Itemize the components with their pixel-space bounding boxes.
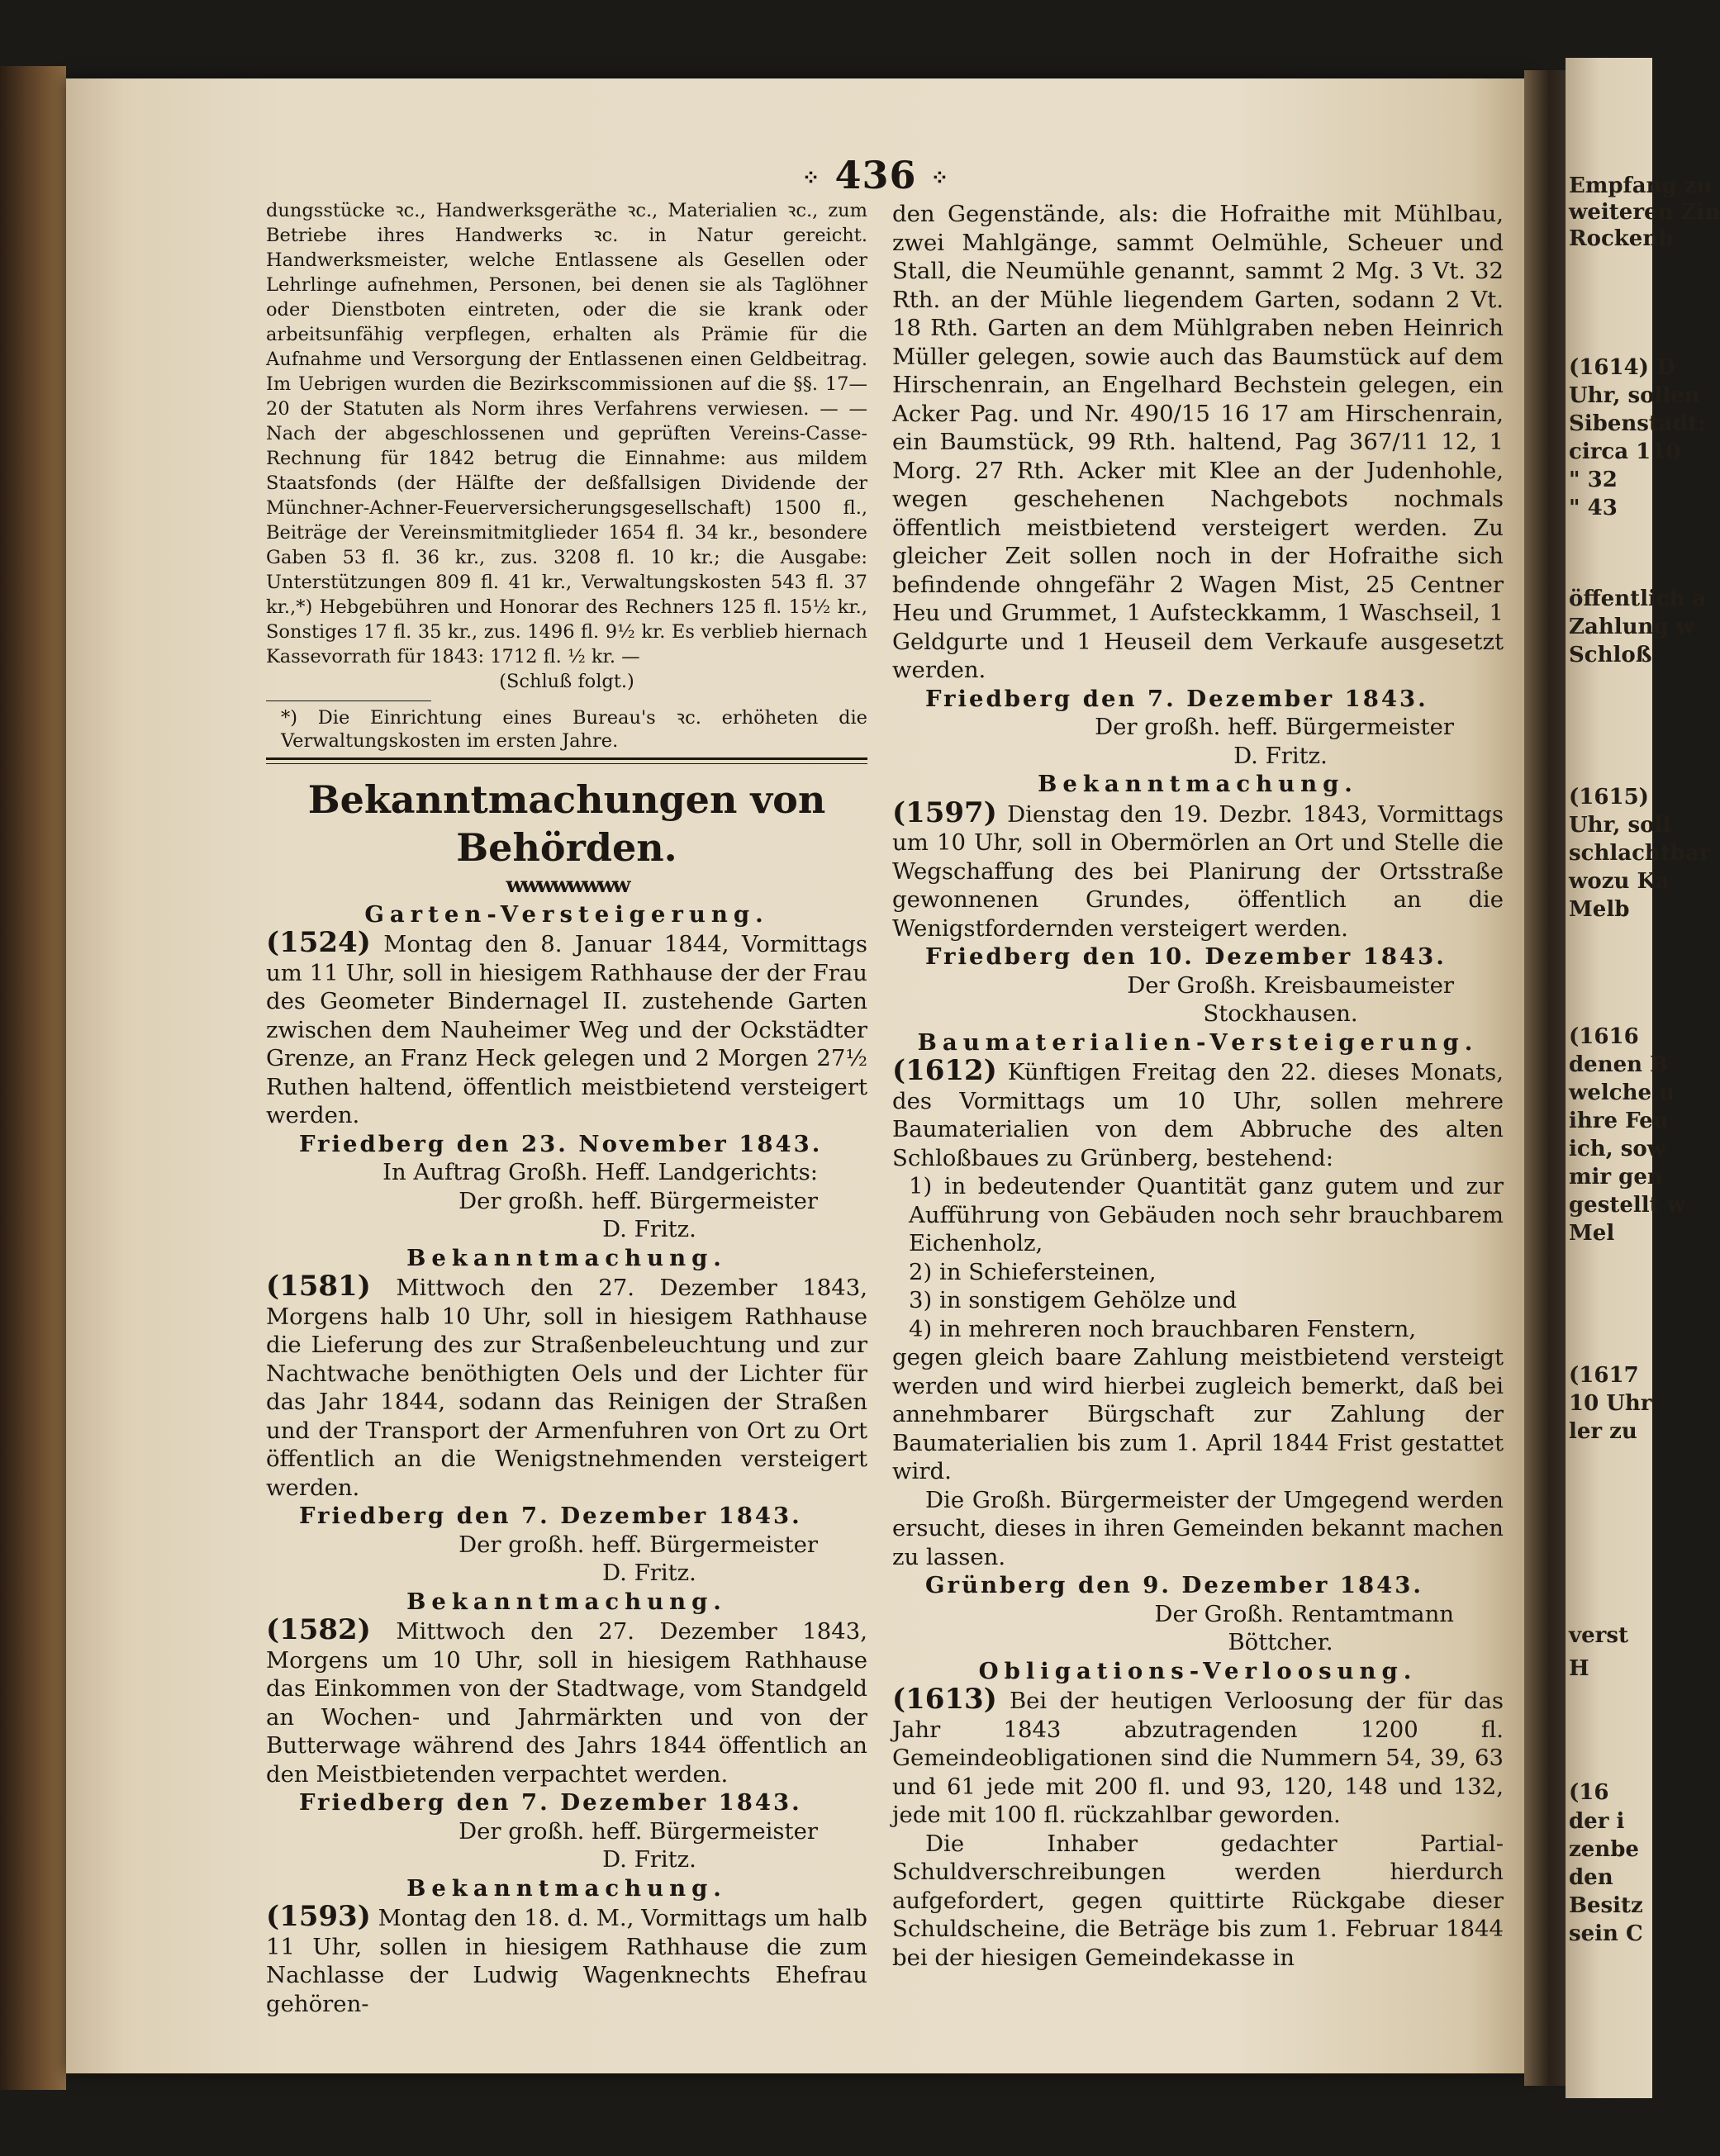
next-page-text: Sibenstadt: bbox=[1569, 411, 1706, 436]
footnote-divider bbox=[266, 700, 431, 701]
notice-title: Bekanntmachung. bbox=[406, 1244, 727, 1271]
list-item: 4) in mehreren noch brauchbaren Fenstern, bbox=[909, 1315, 1417, 1342]
next-page-text: 10 Uhr bbox=[1569, 1391, 1652, 1416]
notice-title: Obligations-Verloosung. bbox=[978, 1657, 1418, 1684]
list-item: 3) in sonstigem Gehölze und bbox=[909, 1287, 1238, 1313]
notice-title: Bekanntmachung. bbox=[1038, 771, 1358, 797]
notice-number: (1612) bbox=[892, 1054, 997, 1087]
next-page-text: Melb bbox=[1569, 897, 1630, 922]
wavy-ornament: wwwwwwww bbox=[506, 873, 628, 898]
page-number bbox=[777, 153, 975, 197]
notice-number: (1597) bbox=[892, 795, 997, 829]
next-page-text: Uhr, soll bbox=[1569, 813, 1671, 838]
next-page-text: (1617 bbox=[1569, 1363, 1639, 1388]
notice-title: Garten-Versteigerung. bbox=[364, 900, 769, 928]
notice-signature: Der Großh. Kreisbaumeister bbox=[1127, 971, 1454, 999]
next-page-text: mir gen bbox=[1569, 1165, 1663, 1190]
next-page-text: öffentlich a bbox=[1569, 586, 1707, 611]
notice-title: Bekanntmachung. bbox=[406, 1874, 727, 1902]
next-page-fragment bbox=[1566, 58, 1720, 2098]
notice-signer: Böttcher. bbox=[1228, 1629, 1333, 1655]
page-number-value: 436 bbox=[834, 153, 917, 197]
notice-date: Friedberg den 7. Dezember 1843. bbox=[299, 1789, 802, 1816]
notice-text: Die Inhaber gedachter Partial-Schuldverschreibungen werden hierdurch aufgefordert, gegen quittirte Rückgabe dieser Schuldscheine, die Beträge bis zum 1. Februar 1844 bei der hiesigen Gemeindekasse in bbox=[892, 1830, 1504, 1971]
next-page-text: Mel bbox=[1569, 1221, 1615, 1246]
next-page-text: der i bbox=[1569, 1809, 1625, 1834]
next-page-text: den bbox=[1569, 1865, 1613, 1890]
next-page-text: verst bbox=[1569, 1623, 1628, 1648]
notice-signer: Stockhausen. bbox=[1203, 1000, 1358, 1027]
notice-text: gegen gleich baare Zahlung meistbietend versteigt werden und wird hierbei zugleich bemerkt, daß bei annehmbarer Bürgschaft zur Zahlung der Baumaterialien bis zum 1. April 1844 Frist gestattet wird. bbox=[892, 1344, 1504, 1484]
notice-body bbox=[892, 1054, 1504, 1172]
next-page-text: " 43 bbox=[1569, 496, 1618, 520]
notice-signature: In Auftrag Großh. Heff. Landgerichts: bbox=[382, 1159, 818, 1185]
next-page-text: denen B bbox=[1569, 1052, 1669, 1077]
notice-number: (1582) bbox=[266, 1613, 371, 1646]
notice-text: Die Großh. Bürgermeister der Umgegend werden ersucht, dieses in ihren Gemeinden bekannt machen zu lassen. bbox=[892, 1486, 1504, 1570]
notice-text: Mittwoch den 27. Dezember 1843, Morgens halb 10 Uhr, soll in hiesigem Rathhause die Lieferung des zur Straßenbeleuchtung und zur Nachtwache benöthigten Oels und der Lichter für das Jahr 1844, sodann das Reinigen der Straßen und der Transport der Armenfuhren von Ort zu Ort öffentlich an die Wenigstnehmenden versteigert werden. bbox=[266, 1275, 867, 1501]
next-page-text: Uhr, sollen bbox=[1569, 383, 1700, 408]
notice-text: Künftigen Freitag den 22. dieses Monats, des Vormittags um 10 Uhr, sollen mehrere Baumaterialien von dem Abbruche des alten Schloßbaues zu Grünberg, bestehend: bbox=[892, 1059, 1504, 1171]
notice-date: Friedberg den 10. Dezember 1843. bbox=[925, 943, 1447, 970]
notice-signer: D. Fritz. bbox=[602, 1216, 696, 1242]
next-page-text: zenbe bbox=[1569, 1837, 1639, 1862]
next-page-text: ich, sow bbox=[1569, 1137, 1666, 1161]
next-page-text: sein C bbox=[1569, 1921, 1643, 1946]
article-text: dungsstücke ꝛc., Handwerksgeräthe ꝛc., Materialien ꝛc., zum Betriebe ihres Handwerks ꝛc. in Natur gereicht. Handwerksmeister, welche Entlassene als Gesellen oder Lehrlinge aufnehmen, Personen, bei denen sie als Taglöhner oder Dienstboten eintreten, oder die sie krank oder arbeitsunfähig verpflegen, erhalten als Prämie für die Aufnahme und Versorgung der Entlassenen einen Geldbeitrag. Im Uebrigen wurden die Bezirkscommissionen auf die §§. 17—20 der Statuten als Norm ihres Verfahrens verwiesen. — — Nach der abgeschlossenen und geprüften Vereins-Casse-Rechnung für 1842 betrug die Einnahme: aus mildem Staatsfonds (der Hälfte der deßfallsigen Dividende der Münchner-Achner-Feuerversicherungsgesellschaft) 1500 fl., Beiträge der Vereinsmitmitglieder 1654 fl. 34 kr., besondere Gaben 53 fl. 36 kr., zus. 3208 fl. 10 kr.; die Ausgabe: Unterstützungen 809 fl. 41 kr., Verwaltungskosten 543 fl. 37 kr.,*) Hebgebühren und Honorar des Rechners 125 fl. 15½ kr., Sonstiges 17 fl. 35 kr., zus. 1496 fl. 9½ kr. Es verblieb hiernach Kassevorrath für 1843: 1712 fl. ½ kr. — bbox=[266, 200, 867, 667]
notice-signature: Der großh. heff. Bürgermeister bbox=[459, 1187, 818, 1214]
list-item: 2) in Schiefersteinen, bbox=[909, 1258, 1157, 1285]
notice-text: Montag den 18. d. M., Vormittags um halb 11 Uhr, sollen in hiesigem Rathhause die zum Nachlasse der Ludwig Wagenknechts Ehefrau gehören- bbox=[266, 1905, 867, 2017]
section-rule bbox=[266, 757, 867, 764]
notice-date: Friedberg den 7. Dezember 1843. bbox=[299, 1503, 802, 1529]
next-page-text: " 32 bbox=[1569, 468, 1618, 492]
notice-signature: Der Großh. Rentamtmann bbox=[1154, 1600, 1454, 1627]
footnote: *) Die Einrichtung eines Bureau's ꝛc. erhöheten die Verwaltungskosten im ersten Jahre. bbox=[281, 707, 867, 752]
next-page-text: Rockenb bbox=[1569, 226, 1674, 251]
notice-signer: D. Fritz. bbox=[602, 1846, 696, 1873]
next-page-text: gestellt w bbox=[1569, 1193, 1686, 1218]
notice-number: (1524) bbox=[266, 926, 371, 959]
next-page-text: Schloß bbox=[1569, 643, 1652, 667]
notice-text: Bei der heutigen Verloosung der für das Jahr 1843 abzutragenden 1200 fl. Gemeindeobligationen sind die Nummern 54, 39, 63 und 61 jede mit 200 fl. und 93, 120, 148 und 132, jede mit 100 fl. rückzahlbar geworden. bbox=[892, 1688, 1504, 1828]
list-item: 1) in bedeutender Quantität ganz gutem und zur Aufführung von Gebäuden noch sehr brauchbarem Eichenholz, bbox=[909, 1173, 1504, 1256]
notice-signer: D. Fritz. bbox=[602, 1560, 696, 1586]
notice-body bbox=[892, 1685, 1504, 1830]
next-page-text: welche u bbox=[1569, 1080, 1675, 1105]
next-page-text: ihre Feu bbox=[1569, 1109, 1669, 1133]
notice-text: Dienstag den 19. Dezbr. 1843, Vormittags um 10 Uhr, soll in Obermörlen an Ort und Stelle die Wegschaffung des bei Planirung der Ortsstraße gewonnenen Grundes, öffentlich an die Wenigstfordernden versteigert werden. bbox=[892, 800, 1504, 942]
next-page-text: schlachtbar bbox=[1569, 841, 1711, 866]
next-page-text: (16 bbox=[1569, 1780, 1609, 1805]
left-column bbox=[266, 198, 867, 2018]
notice-body bbox=[266, 1272, 867, 1502]
notice-body bbox=[266, 1613, 867, 1788]
next-page-text: weiteren Zin bbox=[1569, 200, 1720, 225]
notice-date: Grünberg den 9. Dezember 1843. bbox=[925, 1572, 1424, 1598]
next-page-text: Zahlung w bbox=[1569, 615, 1695, 639]
ornament-right: ⁘ bbox=[930, 166, 950, 191]
notice-text: Montag den 8. Januar 1844, Vormittags um 11 Uhr, soll in hiesigem Rathhause der der Frau des Geometer Bindernagel II. zustehende Garten zwischen dem Nauheimer Weg und der Ockstädter Grenze, an Franz Heck gelegen und 2 Morgen 27½ Ruthen haltend, öffentlich meistbietend versteigert werden. bbox=[266, 931, 867, 1128]
notice-title: Baumaterialien-Versteigerung. bbox=[917, 1028, 1479, 1056]
next-page-text: circa 110 bbox=[1569, 439, 1681, 464]
next-page-text: (1614) D bbox=[1569, 355, 1675, 380]
ornament-left: ⁘ bbox=[801, 166, 821, 191]
next-page-text: ler zu bbox=[1569, 1419, 1637, 1444]
book-edge bbox=[0, 66, 66, 2090]
right-column bbox=[892, 200, 1504, 1972]
next-page-text: (1616 bbox=[1569, 1024, 1639, 1049]
next-page-text: Besitz bbox=[1569, 1893, 1643, 1918]
next-page-text: H bbox=[1569, 1656, 1589, 1681]
notice-body bbox=[892, 795, 1504, 943]
notice-signature: Der großh. heff. Bürgermeister bbox=[459, 1531, 818, 1558]
notice-body bbox=[266, 1902, 867, 2018]
section-heading: Bekanntmachungen von Behörden. bbox=[307, 777, 826, 870]
notice-signer: D. Fritz. bbox=[1233, 742, 1328, 769]
next-page-text: Empfang zu bbox=[1569, 173, 1713, 198]
notice-signature: Der großh. heff. Bürgermeister bbox=[1095, 714, 1454, 740]
next-page-text: wozu Ka bbox=[1569, 869, 1670, 894]
notice-text: Mittwoch den 27. Dezember 1843, Morgens um 10 Uhr, soll in hiesigem Rathhause das Einkommen von der Stadtwage, vom Standgeld an Wochen- und Jahrmärkten und von der Butterwage während des Jahrs 1844 öffentlich an den Meistbietenden verpachtet werden. bbox=[266, 1618, 867, 1788]
next-page-text: (1615) bbox=[1569, 785, 1649, 810]
notice-number: (1613) bbox=[892, 1683, 997, 1716]
continued-note: (Schluß folgt.) bbox=[499, 671, 634, 692]
notice-date: Friedberg den 7. Dezember 1843. bbox=[925, 685, 1428, 712]
notice-date: Friedberg den 23. November 1843. bbox=[299, 1130, 823, 1157]
notice-signature: Der großh. heff. Bürgermeister bbox=[459, 1817, 818, 1845]
notice-title: Bekanntmachung. bbox=[406, 1588, 727, 1615]
notice-text-continued: den Gegenstände, als: die Hofraithe mit Mühlbau, zwei Mahlgänge, sammt Oelmühle, Scheuer und Stall, die Neumühle genannt, sammt 2 Mg. 3 Vt. 32 Rth. an der Mühle liegendem Garten, sodann 2 Vt. 18 Rth. Garten an dem Mühlgraben neben Heinrich Müller gelegen, sowie auch das Baumstück auf dem Hirschenrain, an Engelhard Bechstein gelegen, ein Acker Pag. und Nr. 490/15 16 17 am Hirschenrain, ein Baumstück, 99 Rth. haltend, Pag 367/11 12, 1 Morg. 27 Rth. Acker mit Klee an der Judenhohle, wegen geschehenen Nachgebots nochmals öffentlich meistbietend versteigert werden. Zu gleicher Zeit sollen noch in der Hofraithe sich befindende ohngefähr 2 Wagen Mist, 25 Centner Heu und Grummet, 1 Aufsteckkamm, 1 Waschseil, 1 Geldgurte und 1 Heuseil dem Verkaufe ausgesetzt werden. bbox=[892, 201, 1504, 683]
notice-body bbox=[266, 928, 867, 1130]
notice-number: (1581) bbox=[266, 1270, 371, 1303]
notice-number: (1593) bbox=[266, 1900, 371, 1933]
